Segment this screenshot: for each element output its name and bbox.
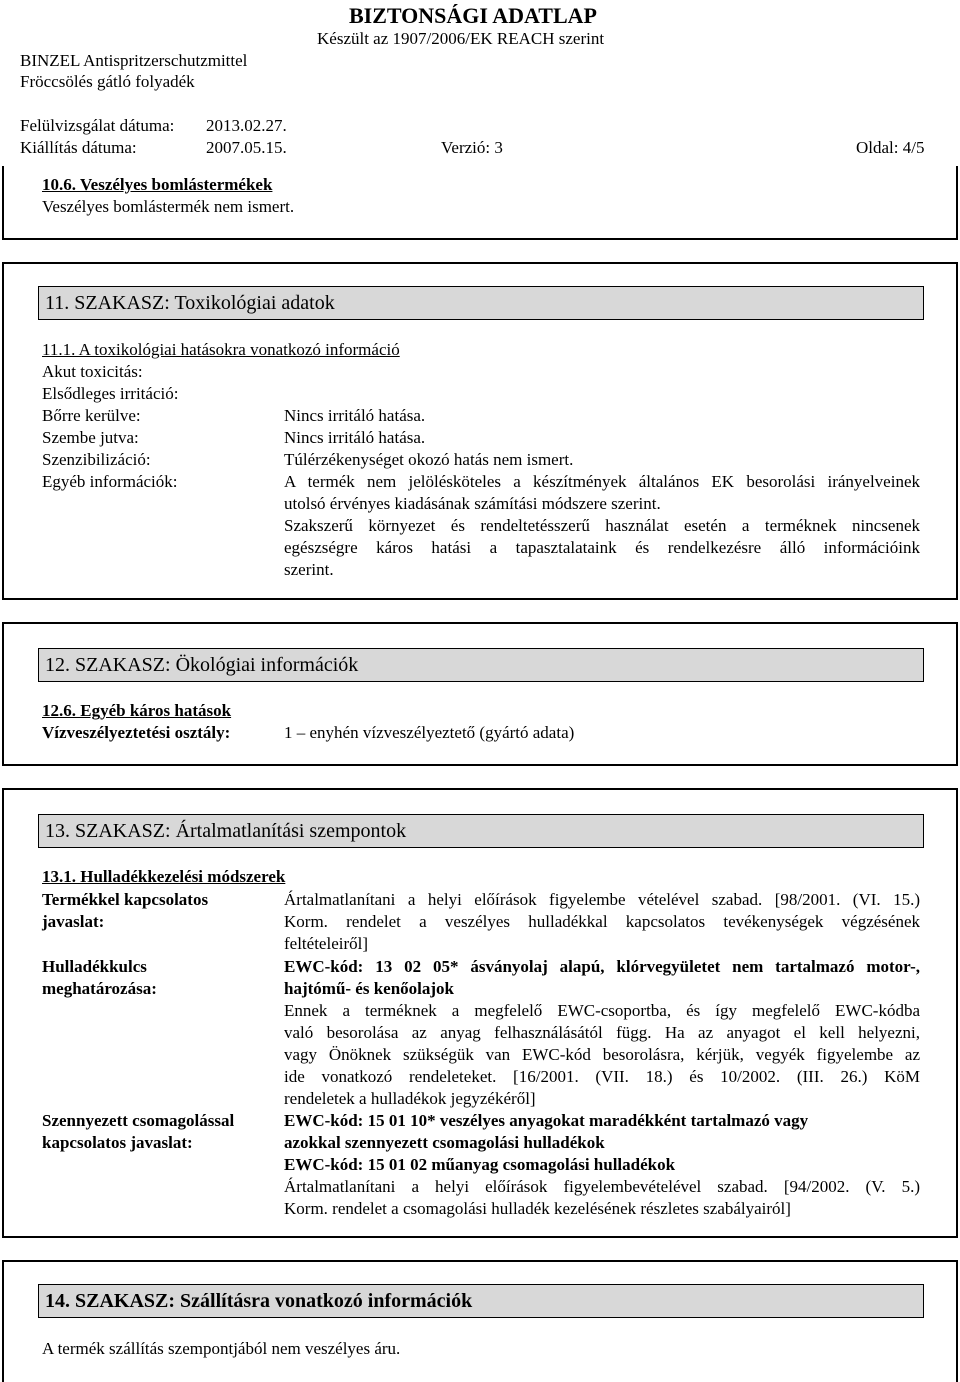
section-13-1-title: 13.1. Hulladékkezelési módszerek (42, 867, 286, 886)
section-12-title: 12. SZAKASZ: Ökológiai információk (38, 648, 924, 682)
section-12-box (2, 622, 958, 766)
skin-label: Bőrre kerülve: (42, 406, 141, 425)
waste-key-line-4: ide vonatkozó rendeleteket. [16/2001. (VII. 18.) és 10/2002. (III. 26.) KöM (284, 1067, 920, 1086)
section-13-title: 13. SZAKASZ: Ártalmatlanítási szempontok (38, 814, 924, 848)
section-11-title: 11. SZAKASZ: Toxikológiai adatok (38, 286, 924, 320)
document-title: BIZTONSÁGI ADATLAP (349, 3, 597, 28)
other-info-line-2: utolsó érvényes kiadásának számítási módszere szerint. (284, 494, 661, 513)
section-10-6-text: Veszélyes bomlástermék nem ismert. (42, 197, 295, 216)
issue-label: Kiállítás dátuma: (20, 138, 137, 157)
product-name: BINZEL Antispritzerschutzmittel (20, 51, 248, 70)
skin-value: Nincs irritáló hatása. (284, 406, 426, 425)
other-info-line-3: Szakszerű környezet és rendeltetésszerű használat esetén a terméknek nincsenek (284, 516, 920, 535)
packaging-line-2: Korm. rendelet a csomagolási hulladék kezelésének részletes szabályairól] (284, 1199, 791, 1218)
section-10-box (2, 166, 958, 240)
waste-key-line-1: Ennek a terméknek a megfelelő EWC-csoportba, és így megfelelő EWC-kódba (284, 1001, 920, 1020)
water-hazard-value: 1 – enyhén vízveszélyeztető (gyártó adata) (284, 723, 575, 742)
product-advice-line-2: Korm. rendelet a veszélyes hulladékkal kapcsolatos tevékenységek végzésének (284, 912, 920, 931)
other-info-line-5: szerint. (284, 560, 334, 579)
section-12-6-title: 12.6. Egyéb káros hatások (42, 701, 232, 720)
waste-key-line-5: rendeletek a hulladékok jegyzékéről] (284, 1089, 536, 1108)
document-subtitle: Készült az 1907/2006/EK REACH szerint (317, 29, 605, 48)
ewc-code-1-line-1: EWC-kód: 13 02 05* ásványolaj alapú, klórvegyületet nem tartalmazó motor-, (284, 957, 920, 976)
packaging-label-2: kapcsolatos javaslat: (42, 1133, 193, 1152)
acute-toxicity-label: Akut toxicitás: (42, 362, 143, 381)
packaging-line-1: Ártalmatlanítani a helyi előírások figyelembevételével szabad. [94/2002. (V. 5.) (284, 1177, 920, 1196)
product-advice-line-3: feltételeiről] (284, 934, 369, 953)
section-11-1-title: 11.1. A toxikológiai hatásokra vonatkozó információ (42, 340, 400, 359)
waste-key-label-1: Hulladékkulcs (42, 957, 147, 976)
product-advice-line-1: Ártalmatlanítani a helyi előírások figyelembe vételével szabad. [98/2001. (VI. 15.) (284, 890, 920, 909)
section-14-text: A termék szállítás szempontjából nem veszélyes áru. (42, 1339, 401, 1358)
ewc-code-2-line-2: azokkal szennyezett csomagolási hulladékok (284, 1133, 605, 1152)
section-11-box (2, 262, 958, 600)
ewc-code-2-line-1: EWC-kód: 15 01 10* veszélyes anyagokat maradékként tartalmazó vagy (284, 1111, 809, 1130)
other-info-label: Egyéb információk: (42, 472, 178, 491)
issue-date: 2007.05.15. (206, 138, 287, 157)
sensitization-label: Szenzibilizáció: (42, 450, 151, 469)
water-hazard-label: Vízveszélyeztetési osztály: (42, 723, 231, 742)
revision-date: 2013.02.27. (206, 116, 287, 135)
eye-label: Szembe jutva: (42, 428, 139, 447)
version: Verzió: 3 (441, 138, 503, 157)
section-14-title: 14. SZAKASZ: Szállításra vonatkozó információk (38, 1284, 924, 1318)
product-name-hu: Fröccsölés gátló folyadék (20, 72, 195, 91)
waste-key-line-3: vagy Önöknek szükségük van EWC-kód besorolásra, kérjük, vegyék figyelembe az (284, 1045, 920, 1064)
primary-irritation-label: Elsődleges irritáció: (42, 384, 179, 403)
revision-label: Felülvizsgálat dátuma: (20, 116, 175, 135)
other-info-line-4: egészségre káros hatási a tapasztalataink és rendelkezésre álló információink (284, 538, 920, 557)
section-14-box (2, 1260, 958, 1382)
ewc-code-3: EWC-kód: 15 01 02 műanyag csomagolási hulladékok (284, 1155, 676, 1174)
other-info-line-1: A termék nem jelölésköteles a készítmények általános EK besorolási irányelveinek (284, 472, 920, 491)
product-advice-label-1: Termékkel kapcsolatos (42, 890, 209, 909)
page-number: Oldal: 4/5 (856, 138, 925, 157)
waste-key-label-2: meghatározása: (42, 979, 157, 998)
waste-key-line-2: való besorolása az anyag felhasználásától függ. Ha az anyagot el kell helyezni, (284, 1023, 920, 1042)
product-advice-label-2: javaslat: (42, 912, 105, 931)
packaging-label-1: Szennyezett csomagolással (42, 1111, 235, 1130)
section-13-box (2, 788, 958, 1238)
section-10-6-title: 10.6. Veszélyes bomlástermékek (42, 175, 273, 194)
eye-value: Nincs irritáló hatása. (284, 428, 426, 447)
sensitization-value: Túlérzékenységet okozó hatás nem ismert. (284, 450, 574, 469)
ewc-code-1-line-2: hajtómű- és kenőolajok (284, 979, 455, 998)
